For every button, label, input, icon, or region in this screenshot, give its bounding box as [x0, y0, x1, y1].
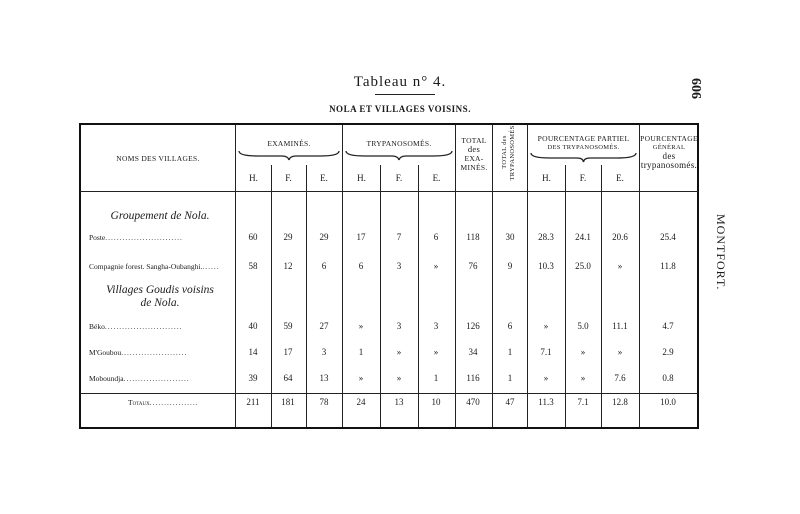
table-row-2-cell: 11.8 — [660, 261, 676, 271]
table-row-2-name — [89, 262, 220, 271]
table-row-4-cell: 14 — [248, 347, 258, 357]
subcol-divider — [271, 165, 272, 427]
table-row-1-cell: 118 — [466, 232, 480, 242]
subcol-divider — [306, 165, 307, 427]
title-rule — [375, 94, 435, 95]
table-row-4-cell: 1 — [507, 347, 513, 357]
brace-pourcentage-partiel — [530, 151, 637, 163]
table-row-2-cell: 76 — [468, 261, 478, 271]
table-row-3-cell: » — [358, 321, 364, 331]
table-row-3-cell: 6 — [507, 321, 513, 331]
table-row-5-cell: 1 — [433, 373, 439, 383]
header-pourcentage-partiel — [528, 134, 639, 152]
table-row-4-cell: 1 — [358, 347, 364, 357]
table-row-4-cell: 34 — [468, 347, 478, 357]
table-row-5-cell: » — [543, 373, 549, 383]
subcol-divider — [418, 165, 419, 427]
table-row-5-cell: 116 — [466, 373, 480, 383]
totals-row-cell: 10 — [431, 397, 441, 407]
group-heading-nola: Groupement de Nola. — [110, 210, 210, 222]
table-row-1-cell: 6 — [433, 232, 439, 242]
subheader-tryp-e: E. — [432, 173, 441, 183]
table-row-4-cell: » — [433, 347, 439, 357]
subheader-pct-f: F. — [579, 173, 587, 183]
header-pourcentage-general-l2: GÉNÉRAL — [652, 144, 686, 151]
totals-rule — [80, 393, 698, 394]
table-row-5-cell: 0.8 — [662, 373, 674, 383]
running-header: MONTFORT. — [714, 214, 728, 291]
totals-row-cell: 11.3 — [538, 397, 554, 407]
totals-row-label: Totaux — [128, 398, 150, 407]
table-row-1-cell: 28.3 — [538, 232, 554, 242]
table-row-5-cell: 64 — [283, 373, 293, 383]
header-examines: EXAMINÉS. — [267, 139, 311, 148]
dot-leader: ...... — [202, 262, 220, 271]
table-row-4-label: M'Goubou — [89, 348, 122, 357]
header-noms: NOMS DES VILLAGES. — [116, 154, 200, 163]
table-row-3-cell: 3 — [396, 321, 402, 331]
table-row-4-cell: » — [617, 347, 623, 357]
table-row-5-cell: » — [396, 373, 402, 383]
table-row-3-cell: 40 — [248, 321, 258, 331]
table-row-1-label: Poste — [89, 233, 106, 242]
header-total-examines-l1: TOTAL — [461, 136, 487, 145]
table-row-1-cell: 24.1 — [575, 232, 591, 242]
subheader-tryp-h: H. — [357, 173, 366, 183]
page-number: 606 — [688, 78, 703, 99]
totals-row-cell: 13 — [394, 397, 404, 407]
table-row-1-cell: 29 — [319, 232, 329, 242]
table-row-3-cell: 27 — [319, 321, 329, 331]
subheader-pct-h: H. — [542, 173, 551, 183]
table-row-2-cell: 58 — [248, 261, 258, 271]
table-row-5-name — [89, 374, 190, 383]
dot-leader: ....................... — [121, 348, 188, 357]
totals-row-cell: 78 — [319, 397, 329, 407]
totals-row-cell: 181 — [281, 397, 295, 407]
table-row-4-cell: 7.1 — [540, 347, 552, 357]
header-rule — [80, 191, 698, 192]
table-row-2-cell: » — [433, 261, 439, 271]
table-row-2-cell: 3 — [396, 261, 402, 271]
header-pourcentage-general-l1: POURCENTAGE — [640, 134, 698, 143]
table-row-2-cell: 25.0 — [575, 261, 591, 271]
table-row-5-cell: 7.6 — [614, 373, 626, 383]
table-row-3-cell: 59 — [283, 321, 293, 331]
table-row-2-cell: 9 — [507, 261, 513, 271]
subheader-tryp-f: F. — [395, 173, 403, 183]
table-row-2-cell: 12 — [283, 261, 293, 271]
header-trypanosomes: TRYPANOSOMÉS. — [366, 139, 432, 148]
table-row-4-name — [89, 348, 187, 357]
table-row-1-cell: 25.4 — [660, 232, 676, 242]
table-row-1-cell: 29 — [283, 232, 293, 242]
table-row-4-cell: 17 — [283, 347, 293, 357]
table-subtitle: NOLA ET VILLAGES VOISINS. — [329, 104, 471, 114]
dot-leader: ........................... — [104, 322, 183, 331]
brace-trypanosomes — [345, 149, 453, 161]
header-pourcentage-general-l3: des — [662, 151, 676, 161]
table-row-1-cell: 7 — [396, 232, 402, 242]
table-row-3-cell: 3 — [433, 321, 439, 331]
table-row-2-label: Compagnie forest. Sangha-Oubanghi. — [89, 262, 203, 271]
table-row-5-cell: » — [580, 373, 586, 383]
subheader-examines-f: F. — [285, 173, 292, 183]
table-row-1-cell: 20.6 — [612, 232, 628, 242]
totals-row-cell: 12.8 — [612, 397, 628, 407]
totals-row-cell: 470 — [466, 397, 480, 407]
table-row-5-cell: » — [358, 373, 364, 383]
dot-leader: ........................... — [105, 233, 183, 242]
table-row-4-cell: » — [580, 347, 586, 357]
totals-row-cell: 24 — [356, 397, 366, 407]
header-total-trypanosomes: TOTAL des TRYPANOSOMÉS. — [501, 123, 516, 181]
table-row-5-cell: 13 — [319, 373, 329, 383]
table-row-1-cell: 60 — [248, 232, 258, 242]
totals-row-cell: 7.1 — [577, 397, 589, 407]
table-row-4-cell: 2.9 — [662, 347, 674, 357]
table-row-3-cell: 11.1 — [612, 321, 628, 331]
table-row-3-label: Béko — [89, 322, 105, 331]
totals-row-cell: 211 — [246, 397, 260, 407]
table-row-5-label: Moboundja — [89, 374, 124, 383]
header-pourcentage-partiel-l2: DES TRYPANOSOMÉS. — [547, 144, 620, 151]
table-row-2-cell: 6 — [358, 261, 364, 271]
table-row-3-cell: 126 — [466, 321, 480, 331]
subheader-examines-e: E. — [320, 173, 328, 183]
totals-row-cell: 10.0 — [660, 397, 676, 407]
table-row-5-cell: 1 — [507, 373, 513, 383]
table-row-1-cell: 30 — [505, 232, 515, 242]
header-total-examines — [456, 136, 492, 172]
group-heading-goudis: Villages Goudis voisins de Nola. — [106, 284, 214, 309]
subheader-examines-h: H. — [249, 173, 258, 183]
table-title: Tableau n° 4. — [353, 74, 447, 90]
totals-row-name — [128, 398, 199, 407]
col-divider — [639, 125, 640, 427]
table-row-4-cell: 3 — [321, 347, 327, 357]
table-row-3-cell: 5.0 — [577, 321, 589, 331]
subcol-divider — [601, 165, 602, 427]
subcol-divider — [565, 165, 566, 427]
header-pourcentage-general — [640, 134, 698, 170]
table-row-1-name — [89, 233, 183, 242]
header-total-examines-l4: MINÉS. — [460, 163, 488, 172]
table-row-2-cell: 10.3 — [538, 261, 554, 271]
totals-row-cell: 47 — [505, 397, 515, 407]
table-row-2-cell: » — [617, 261, 623, 271]
table-row-3-name — [89, 322, 182, 331]
header-pourcentage-partiel-l1: POURCENTAGE PARTIEL — [537, 134, 630, 143]
brace-examines — [238, 149, 340, 161]
header-total-examines-l2: des — [467, 144, 481, 154]
dot-leader: ................. — [149, 398, 199, 407]
table-row-3-cell: » — [543, 321, 549, 331]
subheader-pct-e: E. — [616, 173, 624, 183]
table-row-5-cell: 39 — [248, 373, 258, 383]
table-row-3-cell: 4.7 — [662, 321, 674, 331]
header-total-examines-l3: EXA- — [464, 154, 484, 163]
dot-leader: ....................... — [123, 374, 190, 383]
data-table-frame — [79, 123, 699, 429]
table-row-2-cell: 6 — [321, 261, 327, 271]
subcol-divider — [380, 165, 381, 427]
header-pourcentage-general-l4: trypanosomés. — [640, 160, 698, 170]
table-row-1-cell: 17 — [356, 232, 366, 242]
table-row-4-cell: » — [396, 347, 402, 357]
